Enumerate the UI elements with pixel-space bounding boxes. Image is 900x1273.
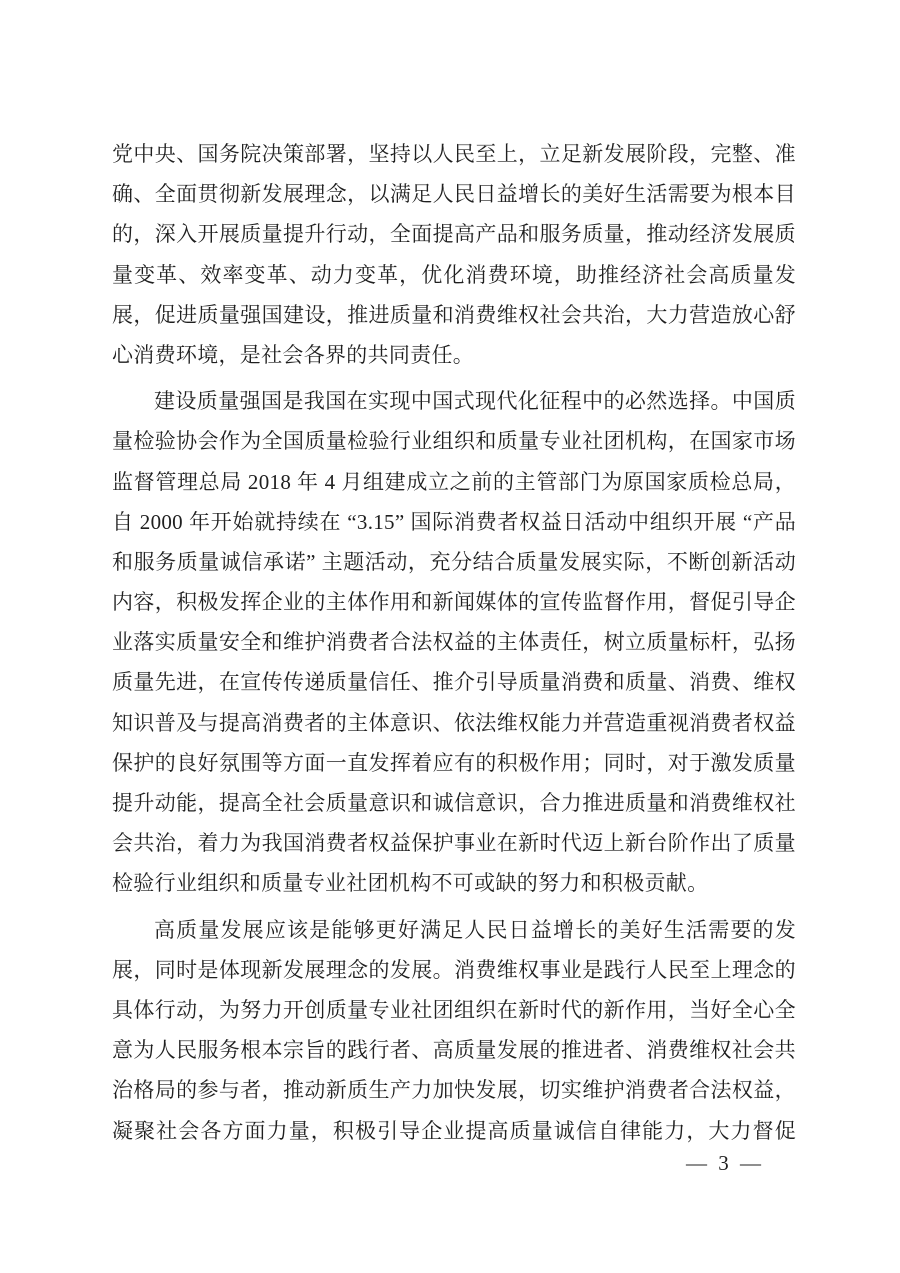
text-line: 意为人民服务根本宗旨的践行者、高质量发展的推进者、消费维权社会共 xyxy=(112,1038,796,1063)
paragraph-1 xyxy=(112,134,796,375)
text-line: 量变革、效率变革、动力变革，优化消费环境，助推经济社会高质量发 xyxy=(112,262,796,287)
text-line: 心消费环境，是社会各界的共同责任。 xyxy=(112,342,475,367)
text-line: 建设质量强国是我国在实现中国式现代化征程中的必然选择。中国质 xyxy=(154,389,796,414)
text-line: 会共治，着力为我国消费者权益保护事业在新时代迈上新台阶作出了质量 xyxy=(112,831,796,856)
text-line: 检验行业组织和质量专业社团机构不可或缺的努力和积极贡献。 xyxy=(112,871,709,896)
text-line: 业落实质量安全和维护消费者合法权益的主体责任，树立质量标杆，弘扬 xyxy=(112,630,796,655)
text-line: 治格局的参与者，推动新质生产力加快发展，切实维护消费者合法权益， xyxy=(112,1078,796,1103)
text-line: 提升动能，提高全社会质量意识和诚信意识，合力推进质量和消费维权社 xyxy=(112,791,796,815)
text-line: 和服务质量诚信承诺” 主题活动，充分结合质量发展实际，不断创新活动 xyxy=(112,549,796,574)
page-number: — 3 — xyxy=(686,1151,764,1175)
text-line: 具体行动，为努力开创质量专业社团组织在新时代的新作用，当好全心全 xyxy=(112,997,796,1022)
text-line: 展，同时是体现新发展理念的发展。消费维权事业是践行人民至上理念的 xyxy=(112,957,796,982)
text-line: 质量先进，在宣传传递质量信任、推介引导质量消费和质量、消费、维权 xyxy=(112,670,796,695)
text-line: 量检验协会作为全国质量检验行业组织和质量专业社团机构，在国家市场 xyxy=(112,429,796,454)
text-line: 自 2000 年开始就持续在 “3.15” 国际消费者权益日活动中组织开展 “产品 xyxy=(112,509,796,534)
text-line: 内容，积极发挥企业的主体作用和新闻媒体的宣传监督作用，督促引导企 xyxy=(112,590,796,615)
text-line: 知识普及与提高消费者的主体意识、依法维权能力并营造重视消费者权益 xyxy=(112,710,796,735)
text-line: 保护的良好氛围等方面一直发挥着应有的积极作用；同时，对于激发质量 xyxy=(112,750,796,775)
paragraph-2 xyxy=(112,381,796,903)
text-line: 确、全面贯彻新发展理念，以满足人民日益增长的美好生活需要为根本目 xyxy=(112,182,796,207)
text-line: 监督管理总局 2018 年 4 月组建成立之前的主管部门为原国家质检总局， xyxy=(112,469,796,494)
text-line: 党中央、国务院决策部署，坚持以人民至上，立足新发展阶段，完整、准 xyxy=(112,142,796,166)
text-line: 高质量发展应该是能够更好满足人民日益增长的美好生活需要的发 xyxy=(154,917,796,942)
text-line: 凝聚社会各方面力量，积极引导企业提高质量诚信自律能力，大力督促 xyxy=(112,1118,796,1143)
document-body xyxy=(112,134,796,1151)
text-line: 的，深入开展质量提升行动，全面提高产品和服务质量，推动经济发展质 xyxy=(112,222,796,247)
paragraph-3 xyxy=(112,910,796,1151)
text-line: 展，促进质量强国建设，推进质量和消费维权社会共治，大力营造放心舒 xyxy=(112,302,796,327)
